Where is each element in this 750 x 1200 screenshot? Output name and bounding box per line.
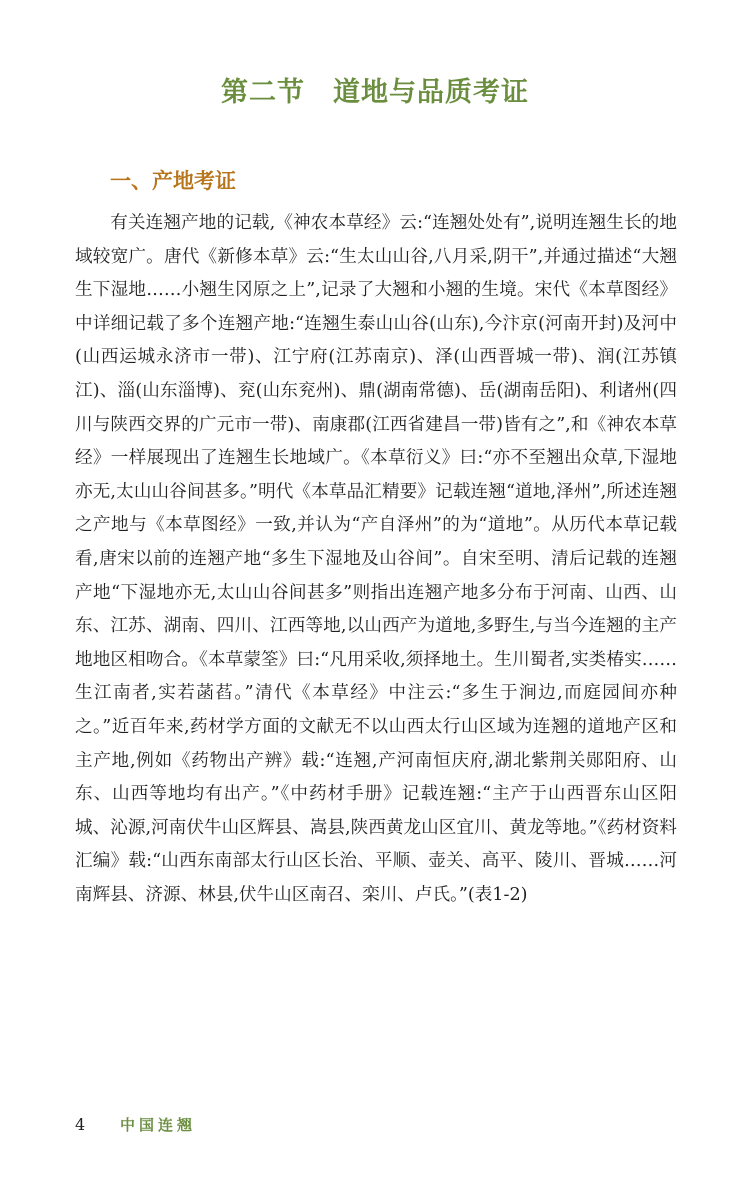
subsection-title: 一、产地考证	[110, 168, 236, 194]
running-book-title: 中国连翘	[120, 1115, 197, 1134]
body-paragraph: 有关连翘产地的记载,《神农本草经》云:“连翘处处有”,说明连翘生长的地域较宽广。唐代《新修本草》云:“生太山山谷,八月采,阴干”,并通过描述“大翘生下湿地……小翘生冈原之上”,记录了大翘和小翘的生境。宋代《本草图经》中详细记载了多个连翘产地:“连翘生泰山山谷(山东),今汴京(河南开封)及河中(山西运城永济市一带)、江宁府(江苏南京)、泽(山西晋城一带)、润(江苏镇江)、淄(山东淄博)、兖(山东兖州)、鼎(湖南常德)、岳(湖南岳阳)、利诸州(四川与陕西交界的广元市一带)、南康郡(江西省建昌一带)皆有之”,和《神农本草经》一样展现出了连翘生长地域广。《本草衍义》曰:“亦不至翘出众草,下湿地亦无,太山山谷间甚多。”明代《本草品汇精要》记载连翘“道地,泽州”,所述连翘之产地与《本草图经》一致,并认为“产自泽州”的为“道地”。从历代本草记载看,唐宋以前的连翘产地“多生下湿地及山谷间”。自宋至明、清后记载的连翘产地“下湿地亦无,太山山谷间甚多”则指出连翘产地多分布于河南、山西、山东、江苏、湖南、四川、江西等地,以山西产为道地,多野生,与当今连翘的主产地地区相吻合。《本草蒙筌》曰:“凡用采收,须择地土。生川蜀者,实类椿实……生江南者,实若菡萏。”清代《本草经》中注云:“多生于涧边,而庭园间亦种之。”近百年来,药材学方面的文献无不以山西太行山区域为连翘的道地产区和主产地,例如《药物出产辨》载:“连翘,产河南恒庆府,湖北紫荆关郧阳府、山东、山西等地均有出产。”《中药材手册》记载连翘:“主产于山西晋东山区阳城、沁源,河南伏牛山区辉县、嵩县,陕西黄龙山区宜川、黄龙等地。”《药材资料汇编》载:“山西东南部太行山区长治、平顺、壶关、高平、陵川、晋城……河南辉县、济源、林县,伏牛山区南召、栾川、卢氏。”(表1-2)	[75, 213, 677, 905]
page-footer	[75, 1112, 196, 1136]
page-number: 4	[75, 1114, 86, 1134]
section-title: 第二节 道地与品质考证	[221, 77, 529, 109]
